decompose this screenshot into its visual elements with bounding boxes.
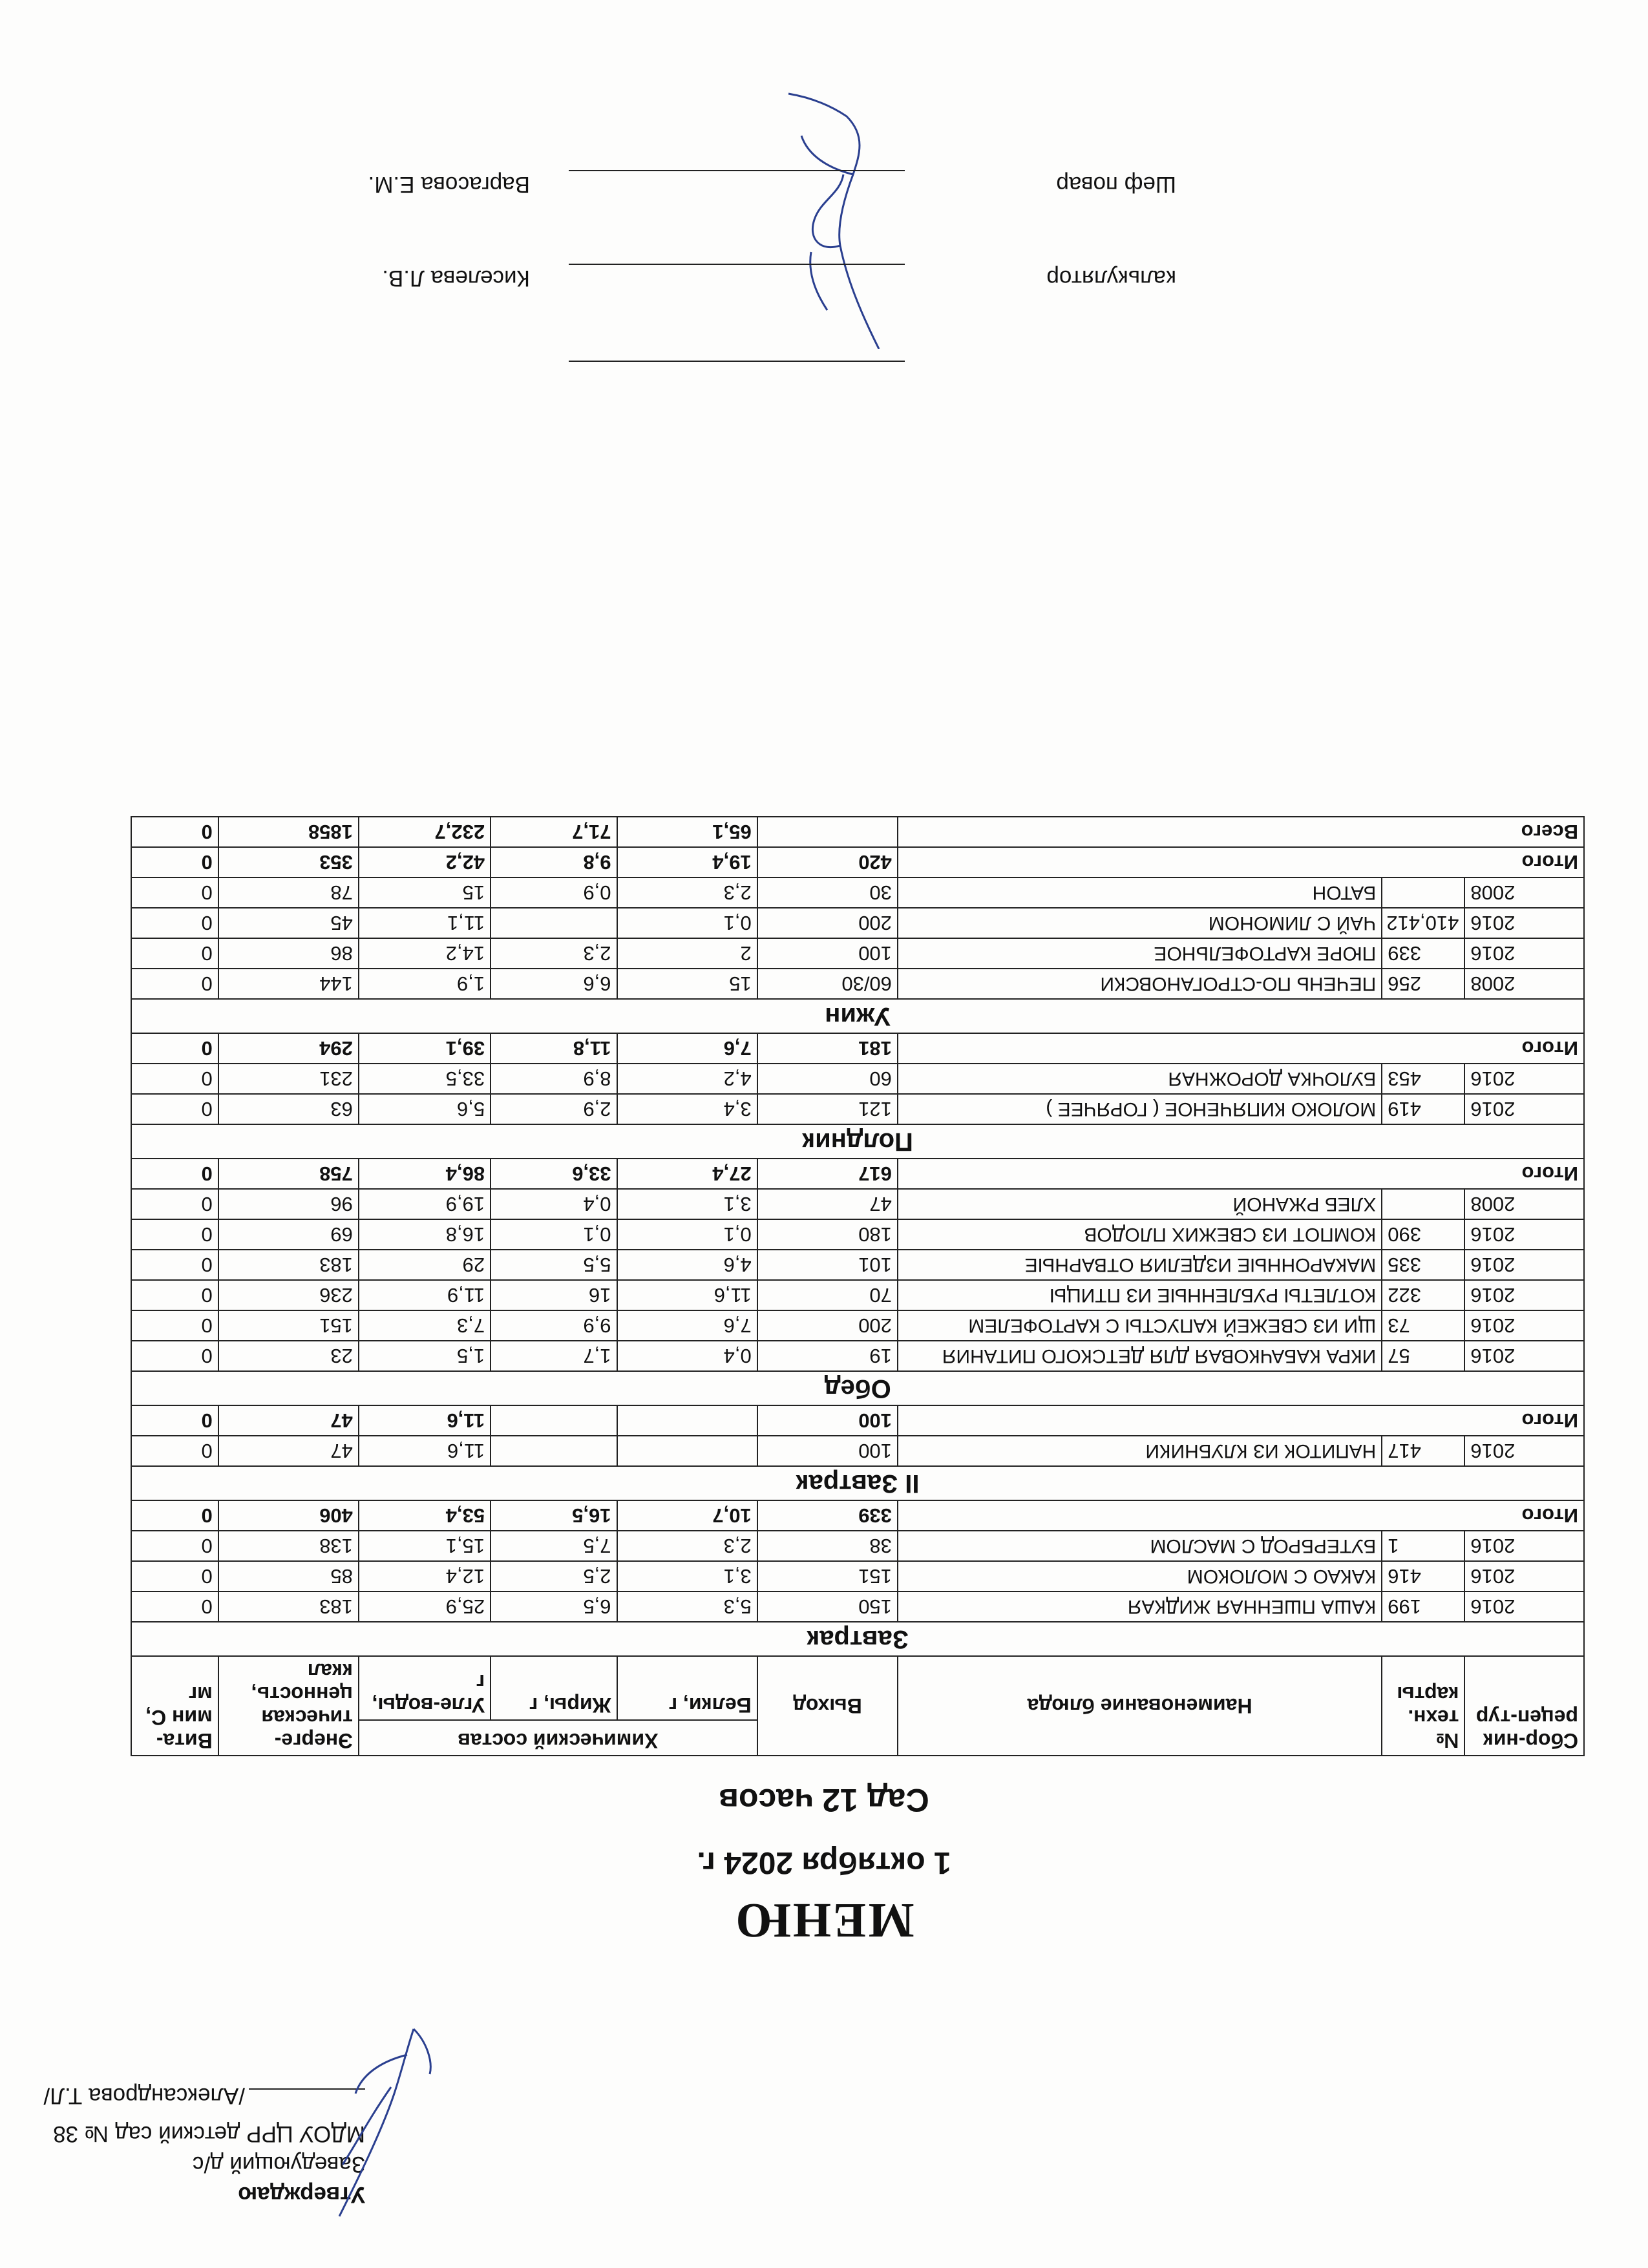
group-name: Сад 12 часов (719, 1782, 929, 1818)
energy-cell: 63 (218, 1094, 359, 1124)
approve-signer: /Александрова Т.Л/ (43, 2083, 245, 2108)
proteins-cell: 5,3 (617, 1591, 757, 1622)
energy-cell: 45 (218, 908, 359, 938)
total-row (131, 1405, 1584, 1436)
table-row (131, 1341, 1584, 1371)
total-energy-cell: 353 (218, 847, 359, 877)
carbs-cell: 11,6 (359, 1436, 491, 1466)
total-vitamin-cell: 0 (131, 1159, 218, 1189)
collection-year-cell: 2016 (1464, 1436, 1584, 1466)
tech-card-cell: 322 (1382, 1280, 1464, 1310)
table-row (131, 1591, 1584, 1622)
tech-card-cell: 199 (1382, 1591, 1464, 1622)
table-row (131, 938, 1584, 969)
section-title: II Завтрак (131, 1466, 1584, 1500)
total-vitamin-cell: 0 (131, 847, 218, 877)
tech-card-cell: 410,412 (1382, 908, 1464, 938)
output-cell: 60/30 (757, 969, 898, 999)
collection-year-cell: 2016 (1464, 1531, 1584, 1561)
tech-card-cell: 419 (1382, 1094, 1464, 1124)
dish-name-cell: МОЛОКО КИПЯЧЕНОЕ ( ГОРЯЧЕЕ ) (898, 1094, 1382, 1124)
col-vitamin: Вита-мин С, мг (131, 1656, 218, 1756)
col-dish: Наименование блюда (898, 1656, 1382, 1756)
carbs-cell: 14,2 (359, 938, 491, 969)
proteins-cell: 2,3 (617, 877, 757, 908)
vitamin-cell: 0 (131, 877, 218, 908)
proteins-cell: 11,6 (617, 1280, 757, 1310)
table-row (131, 1094, 1584, 1124)
table-row (131, 1250, 1584, 1280)
grand-total-energy-cell: 1858 (218, 817, 359, 847)
total-row (131, 1033, 1584, 1064)
fats-cell: 2,5 (491, 1561, 617, 1591)
output-cell: 19 (757, 1341, 898, 1371)
tech-card-cell: 416 (1382, 1561, 1464, 1591)
output-cell: 70 (757, 1280, 898, 1310)
total-output-cell: 181 (757, 1033, 898, 1064)
energy-cell: 236 (218, 1280, 359, 1310)
carbs-cell: 11,9 (359, 1280, 491, 1310)
fats-cell: 16 (491, 1280, 617, 1310)
total-row (131, 1159, 1584, 1189)
vitamin-cell: 0 (131, 1189, 218, 1219)
fats-cell: 1,7 (491, 1341, 617, 1371)
proteins-cell: 0,1 (617, 1219, 757, 1250)
energy-cell: 47 (218, 1436, 359, 1466)
collection-year-cell: 2016 (1464, 1561, 1584, 1591)
output-cell: 100 (757, 938, 898, 969)
collection-year-cell: 2016 (1464, 1341, 1584, 1371)
total-energy-cell: 406 (218, 1500, 359, 1531)
output-cell: 151 (757, 1561, 898, 1591)
total-fats-cell: 9,8 (491, 847, 617, 877)
menu-table (131, 816, 1585, 1756)
fats-cell: 9,9 (491, 1310, 617, 1341)
collection-year-cell: 2016 (1464, 1094, 1584, 1124)
chef-name: Варгасова Е.М. (368, 172, 530, 197)
vitamin-cell: 0 (131, 1561, 218, 1591)
document-title: МЕНЮ (734, 1893, 914, 1948)
vitamin-cell: 0 (131, 1250, 218, 1280)
output-cell: 121 (757, 1094, 898, 1124)
dish-name-cell: ПЮРЕ КАРТОФЕЛЬНОЕ (898, 938, 1382, 969)
carbs-cell: 25,9 (359, 1591, 491, 1622)
proteins-cell: 3,4 (617, 1094, 757, 1124)
output-cell: 47 (757, 1189, 898, 1219)
total-carbs-cell: 11,6 (359, 1405, 491, 1436)
vitamin-cell: 0 (131, 1341, 218, 1371)
menu-date: 1 октября 2024 г. (697, 1845, 951, 1880)
proteins-cell: 3,1 (617, 1189, 757, 1219)
carbs-cell: 15,1 (359, 1531, 491, 1561)
vitamin-cell: 0 (131, 1310, 218, 1341)
output-cell: 101 (757, 1250, 898, 1280)
total-fats-cell: 11,8 (491, 1033, 617, 1064)
energy-cell: 85 (218, 1561, 359, 1591)
col-chemical-composition: Химический состав (359, 1720, 757, 1756)
total-row (131, 847, 1584, 877)
vitamin-cell: 0 (131, 1094, 218, 1124)
total-carbs-cell: 42,2 (359, 847, 491, 877)
total-row (131, 1500, 1584, 1531)
energy-cell: 138 (218, 1531, 359, 1561)
table-row (131, 1219, 1584, 1250)
output-cell: 150 (757, 1591, 898, 1622)
collection-year-cell: 2016 (1464, 938, 1584, 969)
fats-cell (491, 1436, 617, 1466)
tech-card-cell (1382, 1189, 1464, 1219)
proteins-cell: 0,4 (617, 1341, 757, 1371)
col-card: № техн. карты (1382, 1656, 1464, 1756)
section-row (131, 1124, 1584, 1159)
fats-cell: 5,5 (491, 1250, 617, 1280)
grand-total-proteins-cell: 65,1 (617, 817, 757, 847)
total-label: Итого (898, 1405, 1584, 1436)
tech-card-cell: 453 (1382, 1064, 1464, 1094)
carbs-cell: 5,6 (359, 1094, 491, 1124)
vitamin-cell: 0 (131, 969, 218, 999)
table-row (131, 1561, 1584, 1591)
fats-cell (491, 908, 617, 938)
col-energy: Энерге-тическая ценность, ккал (218, 1656, 359, 1756)
tech-card-cell: 417 (1382, 1436, 1464, 1466)
energy-cell: 183 (218, 1591, 359, 1622)
energy-cell: 183 (218, 1250, 359, 1280)
tech-card-cell: 339 (1382, 938, 1464, 969)
dish-name-cell: БУТЕРБРОД С МАСЛОМ (898, 1531, 1382, 1561)
dish-name-cell: ЩИ ИЗ СВЕЖЕЙ КАПУСТЫ С КАРТОФЕЛЕМ (898, 1310, 1382, 1341)
total-label: Итого (898, 1033, 1584, 1064)
carbs-cell: 16,8 (359, 1219, 491, 1250)
vitamin-cell: 0 (131, 1531, 218, 1561)
proteins-cell: 3,1 (617, 1561, 757, 1591)
total-fats-cell: 33,6 (491, 1159, 617, 1189)
tech-card-cell: 390 (1382, 1219, 1464, 1250)
dish-name-cell: НАПИТОК ИЗ КЛУБНИКИ (898, 1436, 1382, 1466)
total-energy-cell: 758 (218, 1159, 359, 1189)
header-row (131, 1720, 1584, 1756)
fats-cell: 0,9 (491, 877, 617, 908)
table-row (131, 969, 1584, 999)
energy-cell: 69 (218, 1219, 359, 1250)
proteins-cell: 7,6 (617, 1310, 757, 1341)
fats-cell: 6,6 (491, 969, 617, 999)
total-proteins-cell: 27,4 (617, 1159, 757, 1189)
total-proteins-cell (617, 1405, 757, 1436)
dish-name-cell: ПЕЧЕНЬ ПО-СТРОГАНОВСКИ (898, 969, 1382, 999)
collection-year-cell: 2016 (1464, 1280, 1584, 1310)
fats-cell: 7,5 (491, 1531, 617, 1561)
section-row (131, 1622, 1584, 1656)
table-header (131, 1656, 1584, 1756)
energy-cell: 78 (218, 877, 359, 908)
approve-organization: МДОУ ЦРР детский сад № 38 (53, 2121, 365, 2147)
table-row (131, 877, 1584, 908)
energy-cell: 23 (218, 1341, 359, 1371)
collection-year-cell: 2008 (1464, 877, 1584, 908)
section-title: Полдник (131, 1124, 1584, 1159)
calc-label: калькулятор (1046, 266, 1176, 291)
dish-name-cell: ХЛЕБ РЖАНОЙ (898, 1189, 1382, 1219)
col-fats: Жиры, г (491, 1656, 617, 1720)
dish-name-cell: ИКРА КАБАЧКОВАЯ ДЛЯ ДЕТСКОГО ПИТАНИЯ (898, 1341, 1382, 1371)
carbs-cell: 12,4 (359, 1561, 491, 1591)
fats-cell: 8,9 (491, 1064, 617, 1094)
col-collection: Сбор-ник рецеп-тур (1464, 1656, 1584, 1756)
calc-name: Киселева Л.В. (382, 266, 530, 291)
total-proteins-cell: 7,6 (617, 1033, 757, 1064)
grand-total-output-cell (757, 817, 898, 847)
carbs-cell: 1,5 (359, 1341, 491, 1371)
proteins-cell: 4,6 (617, 1250, 757, 1280)
dish-name-cell: КАША ПШЕННАЯ ЖИДКАЯ (898, 1591, 1382, 1622)
collection-year-cell: 2016 (1464, 1591, 1584, 1622)
fats-cell: 0,4 (491, 1189, 617, 1219)
energy-cell: 144 (218, 969, 359, 999)
total-carbs-cell: 39,1 (359, 1033, 491, 1064)
col-carbs: Угле-воды, г (359, 1656, 491, 1720)
proteins-cell: 4,2 (617, 1064, 757, 1094)
carbs-cell: 1,9 (359, 969, 491, 999)
vitamin-cell: 0 (131, 908, 218, 938)
energy-cell: 151 (218, 1310, 359, 1341)
table-row (131, 1531, 1584, 1561)
collection-year-cell: 2016 (1464, 908, 1584, 938)
output-cell: 200 (757, 908, 898, 938)
output-cell: 38 (757, 1531, 898, 1561)
carbs-cell: 29 (359, 1250, 491, 1280)
vitamin-cell: 0 (131, 938, 218, 969)
fats-cell: 6,5 (491, 1591, 617, 1622)
approval-signature-image (304, 2010, 452, 2223)
dish-name-cell: ЧАЙ С ЛИМОНОМ (898, 908, 1382, 938)
table-row (131, 1064, 1584, 1094)
vitamin-cell: 0 (131, 1591, 218, 1622)
section-title: Обед (131, 1371, 1584, 1405)
vitamin-cell: 0 (131, 1219, 218, 1250)
tech-card-cell: 73 (1382, 1310, 1464, 1341)
total-output-cell: 339 (757, 1500, 898, 1531)
collection-year-cell: 2008 (1464, 969, 1584, 999)
grand-total-fats-cell: 71,7 (491, 817, 617, 847)
output-cell: 60 (757, 1064, 898, 1094)
dish-name-cell: БУЛОЧКА ДОРОЖНАЯ (898, 1064, 1382, 1094)
dish-name-cell: КОТЛЕТЫ РУБЛЕННЫЕ ИЗ ПТИЦЫ (898, 1280, 1382, 1310)
section-row (131, 999, 1584, 1033)
fats-cell: 2,3 (491, 938, 617, 969)
table-row (131, 1310, 1584, 1341)
table-row (131, 1189, 1584, 1219)
proteins-cell (617, 1436, 757, 1466)
energy-cell: 231 (218, 1064, 359, 1094)
total-carbs-cell: 53,4 (359, 1500, 491, 1531)
total-label: Итого (898, 1500, 1584, 1531)
vitamin-cell: 0 (131, 1064, 218, 1094)
total-output-cell: 100 (757, 1405, 898, 1436)
table-row (131, 1436, 1584, 1466)
section-title: Завтрак (131, 1622, 1584, 1656)
total-output-cell: 420 (757, 847, 898, 877)
collection-year-cell: 2016 (1464, 1310, 1584, 1341)
approve-label: Утверждаю (238, 2182, 365, 2207)
collection-year-cell: 2016 (1464, 1064, 1584, 1094)
collection-year-cell: 2016 (1464, 1250, 1584, 1280)
total-carbs-cell: 86,4 (359, 1159, 491, 1189)
grand-total-vitamin-cell: 0 (131, 817, 218, 847)
carbs-cell: 33,5 (359, 1064, 491, 1094)
tech-card-cell: 57 (1382, 1341, 1464, 1371)
grand-total-row (131, 817, 1584, 847)
carbs-cell: 7,3 (359, 1310, 491, 1341)
approve-position: Заведующий д/с (193, 2152, 365, 2177)
output-cell: 200 (757, 1310, 898, 1341)
section-title: Ужин (131, 999, 1584, 1033)
carbs-cell: 11,1 (359, 908, 491, 938)
section-row (131, 1466, 1584, 1500)
table-row (131, 908, 1584, 938)
proteins-cell: 2 (617, 938, 757, 969)
dish-name-cell: КАКАО С МОЛОКОМ (898, 1561, 1382, 1591)
footer-signature-image (737, 78, 905, 349)
proteins-cell: 2,3 (617, 1531, 757, 1561)
total-vitamin-cell: 0 (131, 1033, 218, 1064)
tech-card-cell: 1 (1382, 1531, 1464, 1561)
total-proteins-cell: 10,7 (617, 1500, 757, 1531)
total-output-cell: 617 (757, 1159, 898, 1189)
extra-signature-line (569, 361, 905, 362)
table-row (131, 1280, 1584, 1310)
grand-total-carbs-cell: 232,7 (359, 817, 491, 847)
output-cell: 100 (757, 1436, 898, 1466)
calc-signature-line (569, 264, 905, 265)
total-energy-cell: 294 (218, 1033, 359, 1064)
total-vitamin-cell: 0 (131, 1500, 218, 1531)
fats-cell: 0,1 (491, 1219, 617, 1250)
chef-signature-line (569, 170, 905, 171)
carbs-cell: 19,9 (359, 1189, 491, 1219)
proteins-cell: 0,1 (617, 908, 757, 938)
vitamin-cell: 0 (131, 1436, 218, 1466)
output-cell: 180 (757, 1219, 898, 1250)
col-output: Выход (757, 1656, 898, 1756)
total-energy-cell: 47 (218, 1405, 359, 1436)
dish-name-cell: МАКАРОННЫЕ ИЗДЕЛИЯ ОТВАРНЫЕ (898, 1250, 1382, 1280)
col-proteins: Белки, г (617, 1656, 757, 1720)
carbs-cell: 15 (359, 877, 491, 908)
total-fats-cell: 16,5 (491, 1500, 617, 1531)
dish-name-cell: БАТОН (898, 877, 1382, 908)
section-row (131, 1371, 1584, 1405)
total-proteins-cell: 19,4 (617, 847, 757, 877)
table-body (131, 817, 1584, 1656)
vitamin-cell: 0 (131, 1280, 218, 1310)
total-fats-cell (491, 1405, 617, 1436)
total-label: Итого (898, 1159, 1584, 1189)
tech-card-cell: 335 (1382, 1250, 1464, 1280)
collection-year-cell: 2008 (1464, 1189, 1584, 1219)
fats-cell: 2,9 (491, 1094, 617, 1124)
total-label: Итого (898, 847, 1584, 877)
dish-name-cell: КОМПОТ ИЗ СВЕЖИХ ПЛОДОВ (898, 1219, 1382, 1250)
tech-card-cell (1382, 877, 1464, 908)
total-vitamin-cell: 0 (131, 1405, 218, 1436)
proteins-cell: 15 (617, 969, 757, 999)
grand-total-label: Всего (898, 817, 1584, 847)
energy-cell: 96 (218, 1189, 359, 1219)
output-cell: 30 (757, 877, 898, 908)
tech-card-cell: 256 (1382, 969, 1464, 999)
chef-label: Шеф повар (1056, 172, 1176, 197)
energy-cell: 86 (218, 938, 359, 969)
collection-year-cell: 2016 (1464, 1219, 1584, 1250)
